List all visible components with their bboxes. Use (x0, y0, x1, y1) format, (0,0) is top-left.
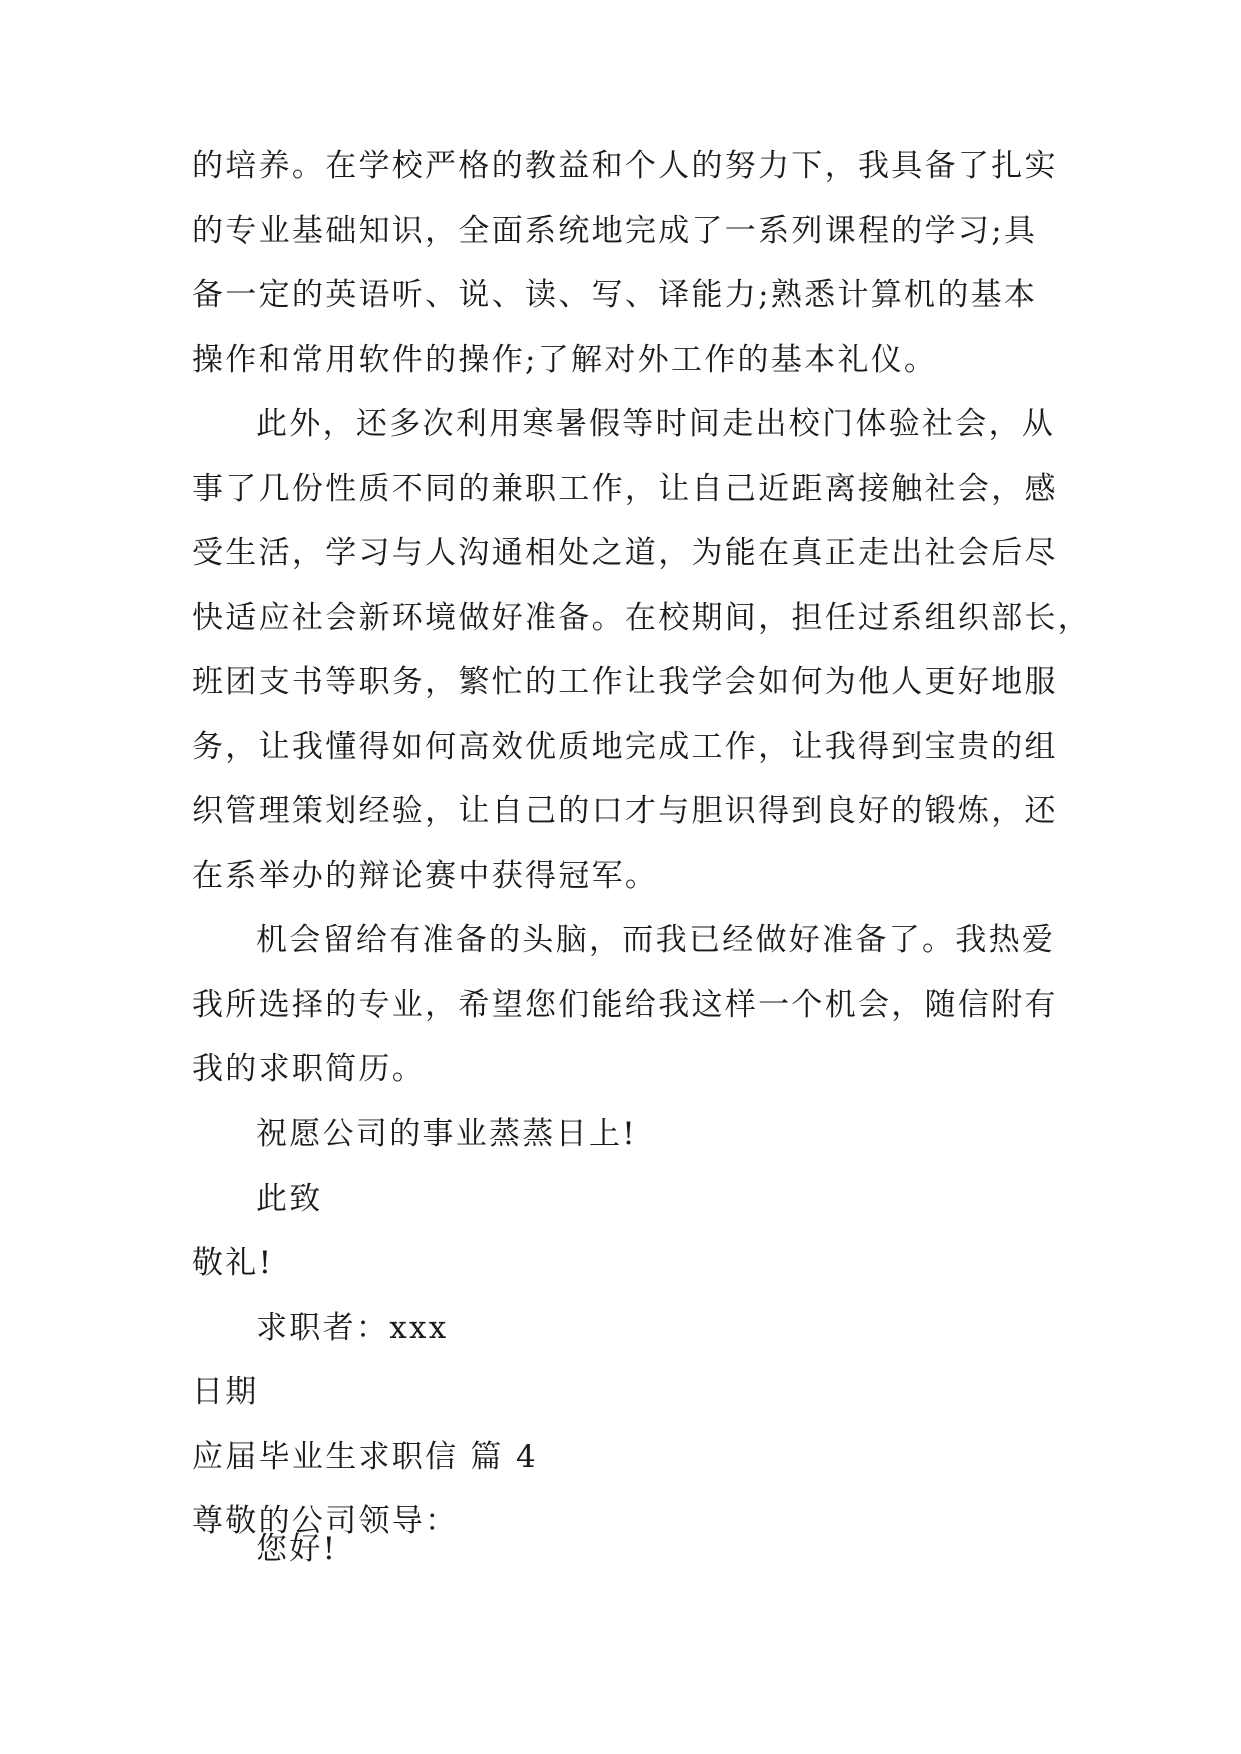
text-line: 受生活，学习与人沟通相处之道，为能在真正走出社会后尽 (192, 535, 1058, 571)
salutation: 尊敬的公司领导： (192, 1503, 459, 1539)
text-line: 在系举办的辩论赛中获得冠军。 (192, 857, 659, 894)
wish-line: 祝愿公司的事业蒸蒸日上! (256, 1116, 638, 1152)
text-line: 班团支书等职务，繁忙的工作让我学会如何为他人更好地服 (192, 664, 1058, 700)
greeting: 您好! (256, 1531, 338, 1567)
greeting-section (192, 1517, 1052, 1582)
text-line: 操作和常用软件的操作;了解对外工作的基本礼仪。 (192, 341, 938, 378)
text-line: 机会留给有准备的头脑，而我已经做好准备了。我热爱 (256, 922, 1056, 958)
paragraph-opportunity (192, 908, 1058, 1102)
text-line: 的培养。在学校严格的教益和个人的努力下，我具备了扎实 (192, 148, 1058, 184)
closing-section (192, 1102, 1052, 1554)
text-line: 织管理策划经验，让自己的口才与胆识得到良好的锻炼，还 (192, 793, 1058, 829)
date-label: 日期 (192, 1374, 259, 1410)
applicant-signature: 求职者：xxx (256, 1309, 449, 1346)
closing-ci-zhi: 此致 (256, 1180, 323, 1217)
text-line: 事了几份性质不同的兼职工作，让自己近距离接触社会，感 (192, 470, 1058, 507)
text-line: 此外，还多次利用寒暑假等时间走出校门体验社会，从 (256, 406, 1056, 442)
text-line: 务，让我懂得如何高效优质地完成工作，让我得到宝贵的组 (192, 728, 1058, 765)
text-line: 我的求职简历。 (192, 1051, 426, 1087)
paragraph-education (192, 134, 1058, 392)
text-line: 备一定的英语听、说、读、写、译能力;熟悉计算机的基本 (192, 277, 1038, 313)
text-line: 快适应社会新环境做好准备。在校期间，担任过系组织部长， (192, 599, 1092, 636)
text-line: 我所选择的专业，希望您们能给我这样一个机会，随信附有 (192, 986, 1058, 1023)
section-title: 应届毕业生求职信 篇 4 (192, 1438, 539, 1475)
text-line: 的专业基础知识，全面系统地完成了一系列课程的学习;具 (192, 212, 1038, 249)
closing-jing-li: 敬礼! (192, 1245, 274, 1281)
paragraph-experience (192, 392, 1092, 908)
